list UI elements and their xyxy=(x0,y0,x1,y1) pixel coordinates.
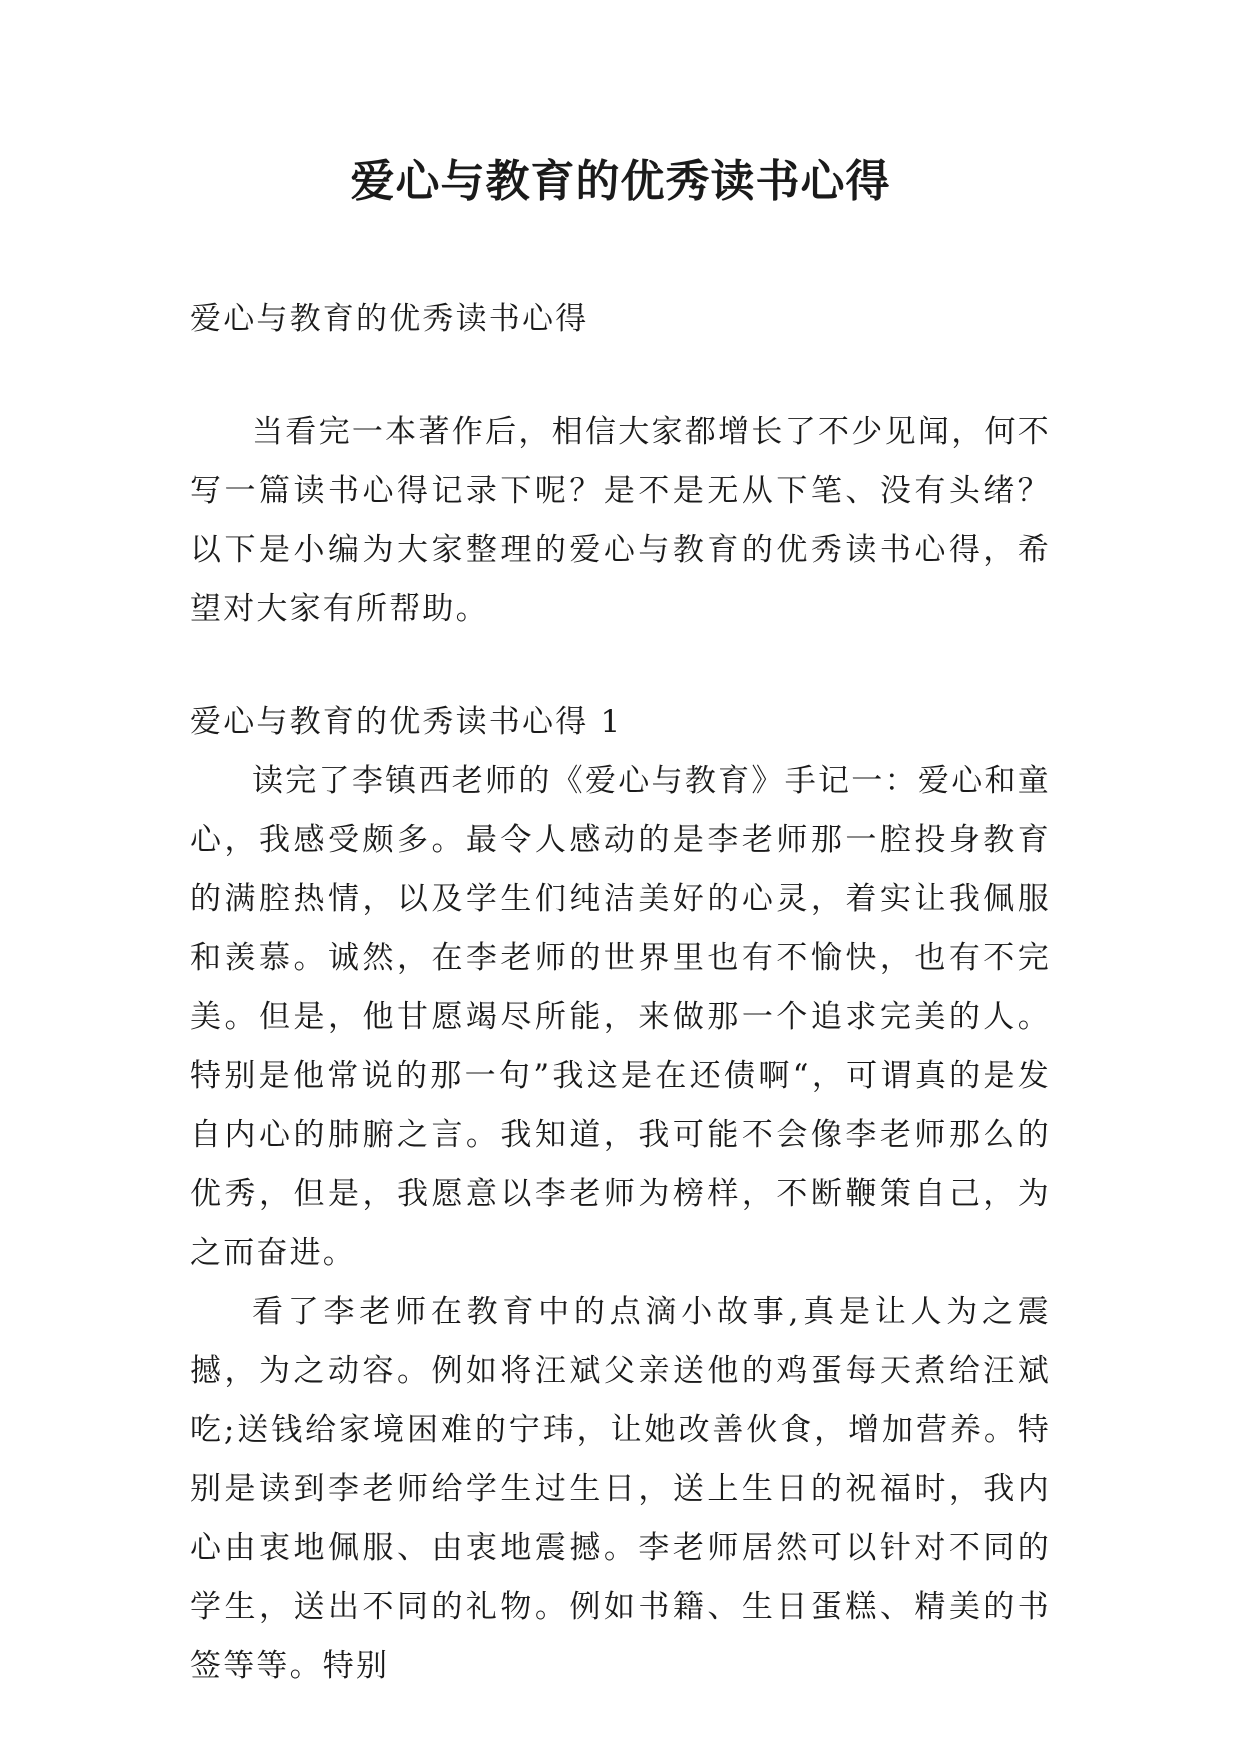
intro-paragraph: 当看完一本著作后，相信大家都增长了不少见闻，何不写一篇读书心得记录下呢？是不是无从下笔、没有头绪？以下是小编为大家整理的爱心与教育的优秀读书心得，希望对大家有所帮助。 xyxy=(190,414,1051,627)
document-subtitle: 爱心与教育的优秀读书心得 xyxy=(190,301,589,337)
body-paragraph: 读完了李镇西老师的《爱心与教育》手记一：爱心和童心，我感受颇多。最令人感动的是李老师那一腔投身教育的满腔热情，以及学生们纯洁美好的心灵，着实让我佩服和羡慕。诚然，在李老师的世界里也有不愉快，也有不完美。但是，他甘愿竭尽所能，来做那一个追求完美的人。特别是他常说的那一句”我这是在还债啊“，可谓真的是发自内心的肺腑之言。我知道，我可能不会像李老师那么的优秀，但是，我愿意以李老师为榜样，不断鞭策自己，为之而奋进。 xyxy=(190,763,1051,1271)
section-heading: 爱心与教育的优秀读书心得 1 xyxy=(190,704,623,740)
document-title: 爱心与教育的优秀读书心得 xyxy=(350,156,891,207)
body-paragraph: 看了李老师在教育中的点滴小故事,真是让人为之震撼，为之动容。例如将汪斌父亲送他的鸡蛋每天煮给汪斌吃;送钱给家境困难的宁玮，让她改善伙食，增加营养。特别是读到李老师给学生过生日，送上生日的祝福时，我内心由衷地佩服、由衷地震撼。李老师居然可以针对不同的学生，送出不同的礼物。例如书籍、生日蛋糕、精美的书签等等。特别 xyxy=(190,1294,1051,1684)
document-body xyxy=(190,290,1051,1696)
spacer xyxy=(190,639,1051,693)
spacer xyxy=(190,349,1051,403)
